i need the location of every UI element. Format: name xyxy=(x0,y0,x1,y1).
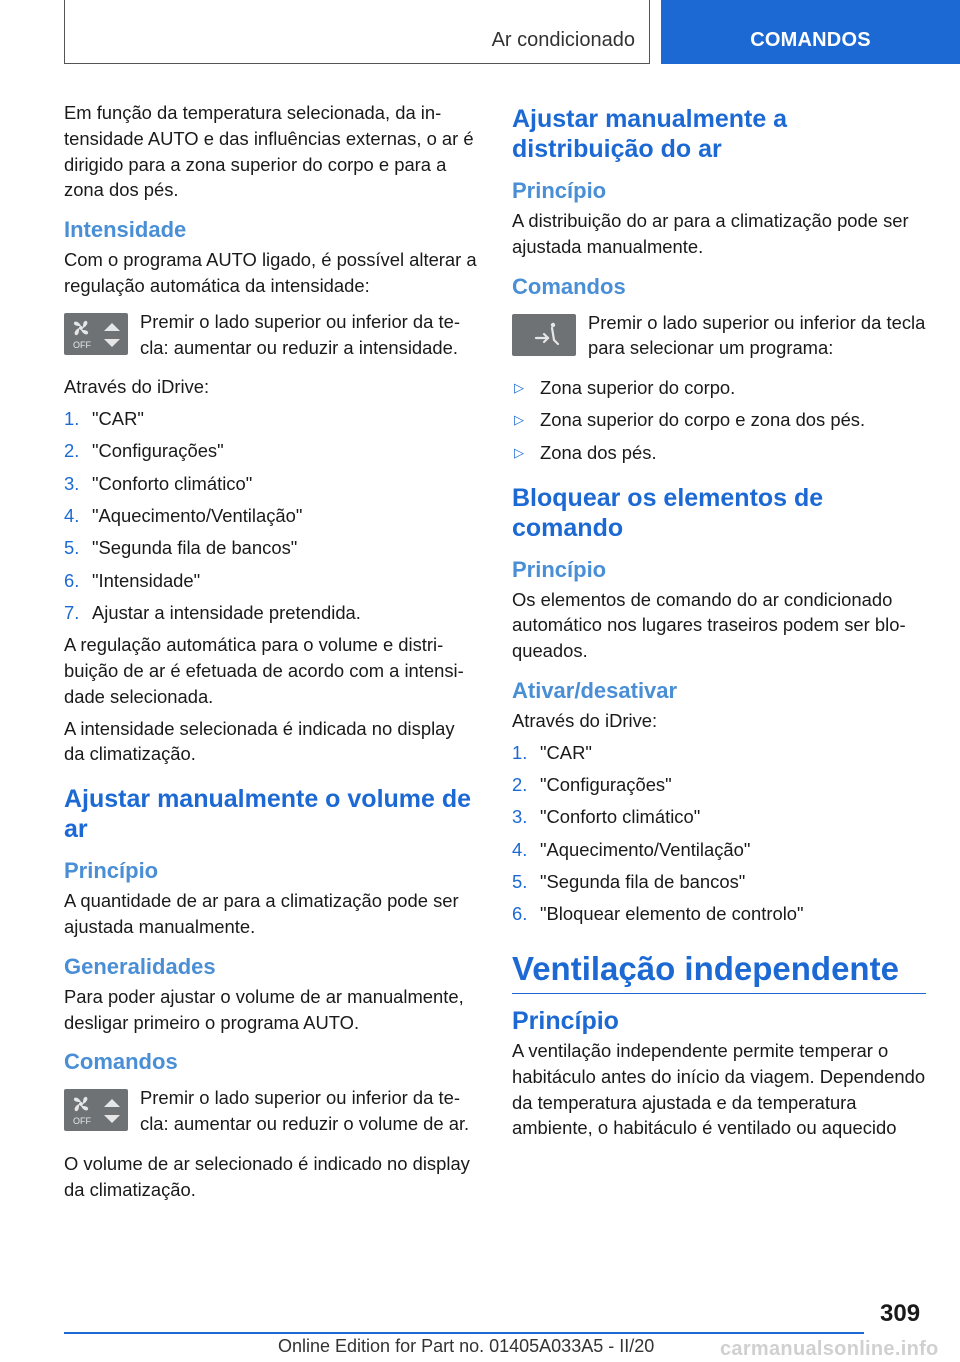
heading-principio-bloquear: Princípio xyxy=(512,556,607,582)
header-section-title: Ar condicionado xyxy=(491,29,635,51)
idrive-steps-lock xyxy=(512,740,926,927)
control-volume-text: Premir o lado superior ou inferior da tecla: aumentar ou reduzir o volume de ar. xyxy=(140,1087,470,1135)
triangle-right-icon: ▷ xyxy=(514,380,524,396)
page-header xyxy=(0,0,960,66)
edition-line: Online Edition for Part no. 01405A033A5 - II/20 xyxy=(278,1336,655,1356)
control-distribution xyxy=(512,310,926,362)
list-item: 2. "Configurações" xyxy=(512,774,672,796)
regulation-paragraph: A regulação automática para o volume e distribuição de ar é efetuada de acordo com a intensidade selecionada. xyxy=(64,634,464,707)
left-column xyxy=(64,100,478,1209)
list-item: 6. "Intensidade" xyxy=(64,569,201,591)
triangle-right-icon: ▷ xyxy=(514,444,524,460)
generalidades-paragraph: Para poder ajustar o volume de ar manualmente, desligar primeiro o programa AUTO. xyxy=(64,985,464,1033)
list-item: 1. "CAR" xyxy=(64,408,144,430)
right-column xyxy=(512,100,926,1147)
list-item: 3. "Conforto climático" xyxy=(512,806,701,828)
heading-volume: Ajustar manualmente o volume de ar xyxy=(64,785,472,844)
heading-intensidade: Intensidade xyxy=(64,217,187,243)
list-item: 5. "Segunda fila de bancos" xyxy=(512,870,746,892)
idrive-label: Através do iDrive: xyxy=(64,376,210,398)
heading-generalidades: Generalidades xyxy=(64,953,216,979)
heading-principio-volume: Princípio xyxy=(64,858,159,884)
distribution-options xyxy=(512,375,926,465)
heading-bloquear: Bloquear os elementos de comando xyxy=(512,483,824,542)
heading-principio-ventilacao: Princípio xyxy=(512,1007,619,1036)
idrive-steps-intensity xyxy=(64,406,478,626)
control-intensity xyxy=(64,309,478,361)
idrive-label-right: Através do iDrive: xyxy=(512,709,658,731)
control-volume xyxy=(64,1085,478,1137)
control-distribution-text: Premir o lado superior ou inferior da tecla para selecionar um programa: xyxy=(588,311,926,359)
ventilacao-paragraph: A ventilação independente permite temperar o habitáculo antes do início da viagem. Dependendo da temperatura ajustada e da temperatura ambiente, o habitáculo é ventilado ou aquecido xyxy=(512,1040,926,1139)
list-item: 5. "Segunda fila de bancos" xyxy=(64,537,298,559)
heading-comandos-volume: Comandos xyxy=(64,1049,178,1075)
watermark: carmanualsonline.info xyxy=(720,1338,939,1360)
heading-ventilacao: Ventilação independente xyxy=(512,949,926,994)
heading-ativar: Ativar/desativar xyxy=(512,677,678,703)
header-section-box xyxy=(64,0,650,64)
bloquear-paragraph: Os elementos de comando do ar condicionado automático nos lugares traseiros podem ser bloqueados. xyxy=(512,588,906,662)
list-item: ▷ Zona superior do corpo. xyxy=(512,375,926,401)
list-item: 7. Ajustar a intensidade pretendida. xyxy=(64,601,361,623)
svg-text:OFF: OFF xyxy=(73,339,91,350)
header-chapter-tab: COMANDOS xyxy=(661,0,960,64)
page-number: 309 xyxy=(880,1300,921,1327)
list-item: 4. "Aquecimento/Ventilação" xyxy=(64,505,303,527)
heading-principio-distribuicao: Princípio xyxy=(512,178,607,203)
auto-paragraph: Com o programa AUTO ligado, é possível alterar a regulação automática da intensidade: xyxy=(64,249,477,296)
heading-comandos-distribuicao: Comandos xyxy=(512,273,626,299)
display-paragraph: A intensidade selecionada é indicada no display da climatização. xyxy=(64,717,455,765)
fan-off-up-down-icon xyxy=(64,1089,128,1131)
svg-text:OFF: OFF xyxy=(73,1116,91,1127)
list-item: 3. "Conforto climático" xyxy=(64,472,253,494)
list-item: 4. "Aquecimento/Ventilação" xyxy=(512,838,751,860)
list-item: 1. "CAR" xyxy=(512,741,592,763)
control-intensity-text: Premir o lado superior ou inferior da tecla: aumentar ou reduzir a intensidade. xyxy=(140,310,460,358)
triangle-right-icon: ▷ xyxy=(514,412,524,428)
fan-off-up-down-icon xyxy=(64,313,128,355)
footer-rule xyxy=(64,1332,864,1334)
volume-display-paragraph: O volume de ar selecionado é indicado no display da climatização. xyxy=(64,1153,470,1200)
list-item: ▷ Zona dos pés. xyxy=(512,440,926,466)
list-item: 2. "Configurações" xyxy=(64,440,224,462)
principio-distribuicao-paragraph: A distribuição do ar para a climatização pode ser ajustada manualmente. xyxy=(512,210,909,257)
list-item: 6. "Bloquear elemento de controlo" xyxy=(512,903,804,925)
air-distribution-icon xyxy=(512,314,576,356)
intro-paragraph: Em função da temperatura selecionada, da intensidade AUTO e das influências externas, o ar é dirigido para a zona superior do corpo e para a zona dos pés. xyxy=(64,102,474,201)
principio-volume-paragraph: A quantidade de ar para a climatização pode ser ajustada manualmente. xyxy=(64,890,459,938)
list-item: ▷ Zona superior do corpo e zona dos pés. xyxy=(512,407,926,433)
heading-distribuicao: Ajustar manualmente a distribuição do ar xyxy=(512,105,788,163)
